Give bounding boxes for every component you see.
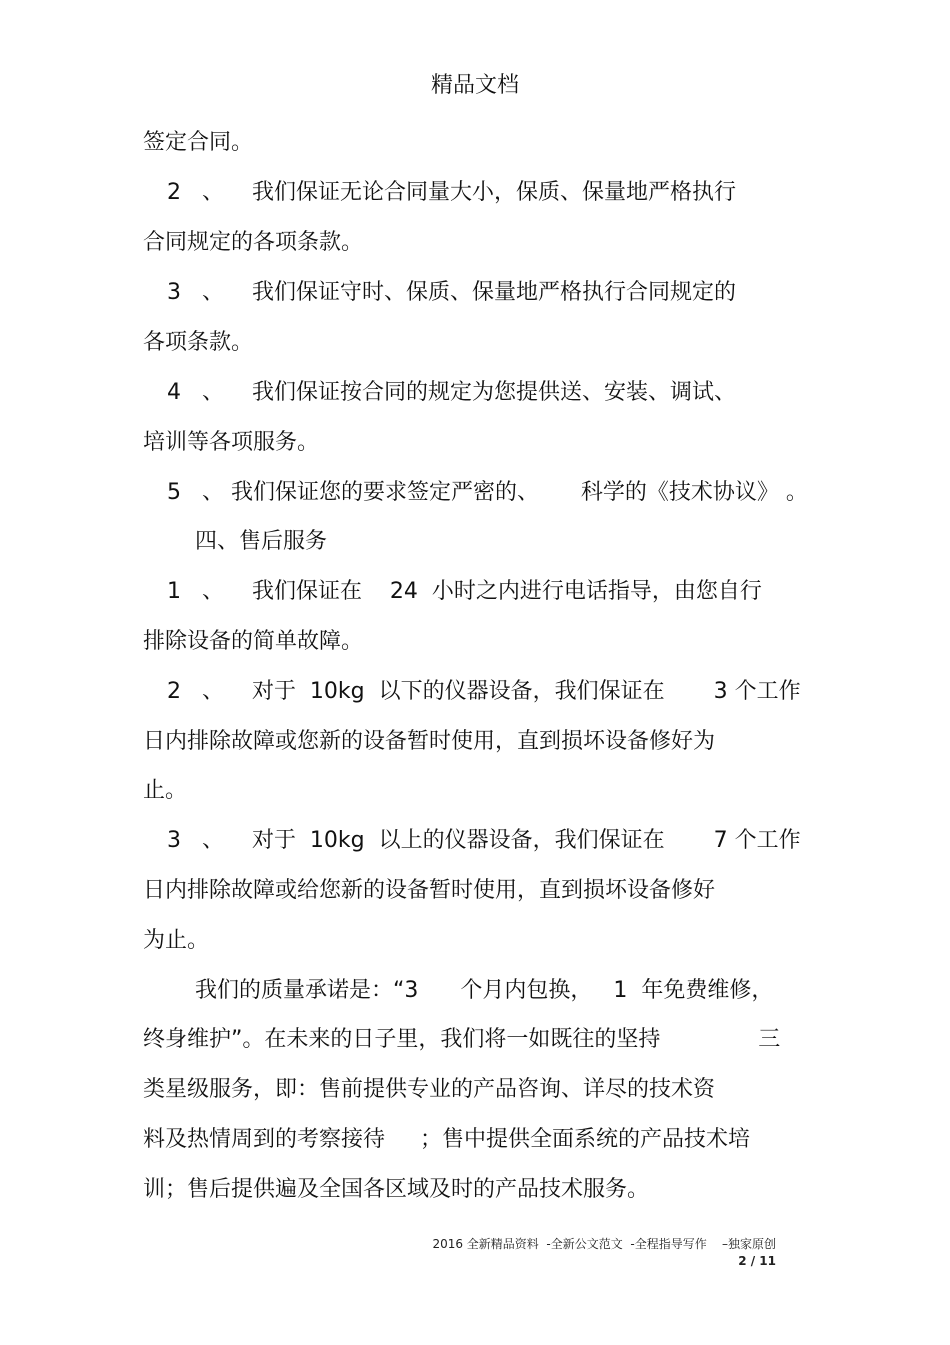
body-line: 止。 [143,778,188,803]
body-line: 签定合同。 [143,130,254,155]
body-line: 为止。 [143,928,210,953]
section-heading: 四、售后服务 [195,529,328,554]
body-line: 3 、 对于 10kg 以上的仪器设备，我们保证在 7 个工作 [167,828,801,853]
body-line: 排除设备的简单故障。 [143,629,364,654]
body-line: 类星级服务，即：售前提供专业的产品咨询、详尽的技术资 [143,1077,716,1102]
body-line: 3 、 我们保证守时、保质、保量地严格执行合同规定的 [167,280,736,305]
body-line: 我们的质量承诺是：“3 个月内包换， 1 年免费维修， [195,978,774,1003]
body-line: 日内排除故障或您新的设备暂时使用，直到损坏设备修好为 [143,729,716,754]
body-line: 料及热情周到的考察接待 ；售中提供全面系统的产品技术培 [143,1127,750,1152]
page-header-title: 精品文档 [430,73,519,98]
body-line: 4 、 我们保证按合同的规定为您提供送、安装、调试、 [167,380,736,405]
body-line: 训；售后提供遍及全国各区域及时的产品技术服务。 [143,1177,650,1202]
footer-text: 2016 全新精品资料 -全新公文范文 -全程指导写作 –独家原创 [432,1237,776,1251]
body-line: 日内排除故障或给您新的设备暂时使用，直到损坏设备修好 [143,878,716,903]
body-line: 1 、 我们保证在 24 小时之内进行电话指导，由您自行 [167,579,762,604]
body-line: 2 、 对于 10kg 以下的仪器设备，我们保证在 3 个工作 [167,679,801,704]
body-line: 合同规定的各项条款。 [143,230,364,255]
body-line: 培训等各项服务。 [143,430,320,455]
body-line: 2 、 我们保证无论合同量大小，保质、保量地严格执行 [167,180,736,205]
body-line: 各项条款。 [143,330,254,355]
body-line: 5 、 我们保证您的要求签定严密的、 科学的《技术协议》 。 [167,480,808,505]
body-line: 终身维护”。在未来的日子里，我们将一如既往的坚持 三 [143,1027,781,1052]
page-number: 2 / 11 [738,1254,776,1268]
